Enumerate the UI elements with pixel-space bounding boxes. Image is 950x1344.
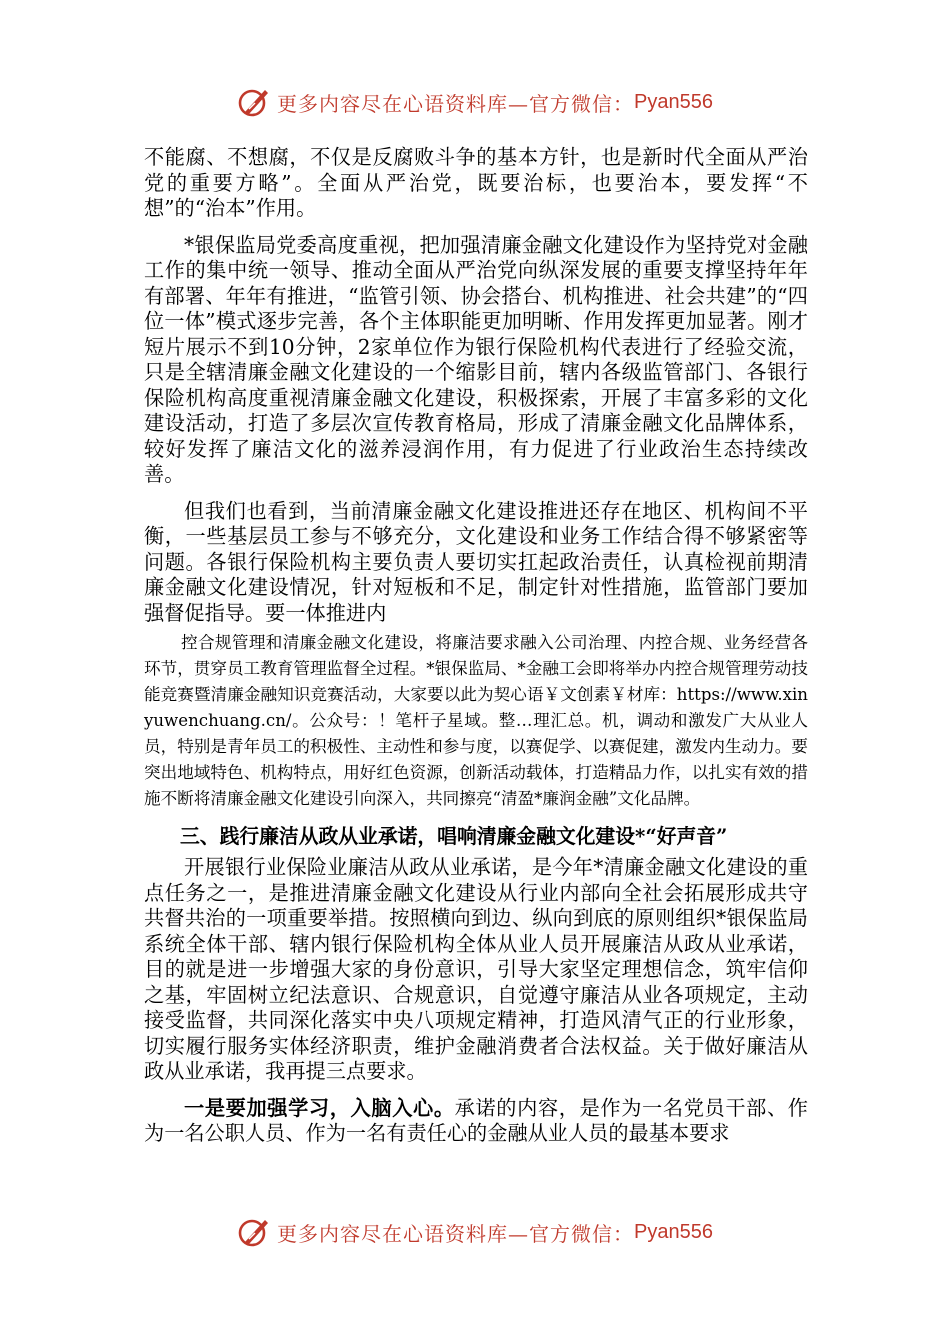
quill-pen-logo — [237, 85, 271, 119]
paragraph-4: 控合规管理和清廉金融文化建设，将廉洁要求融入公司治理、内控合规、业务经营各环节，贯穿员工教育管理监督全过程。*银保监局、*金融工会即将举办内控合规管理劳动技能竞赛暨清廉金融知识竞赛活动，大家要以此为契心语￥文创素￥材库：https://www.xinyuwenchuang.cn/。公众号：！笔杆子星域。整…理汇总。机，调动和激发广大从业人员，特别是青年员工的积极性、主动性和参与度，以赛促学、以赛促建，激发内生动力。要突出地域特色、机构特点，用好红色资源，创新活动载体，打造精品力作，以扎实有效的措施不断将清廉金融文化建设引向深入，共同擦亮“清盈*廉润金融”文化品牌。 — [144, 633, 808, 808]
paragraph-1: 不能腐、不想腐，不仅是反腐败斗争的基本方针，也是新时代全面从严治党的重要方略”。全面从严治党，既要治标，也要治本，要发挥“不想”的“治本”作用。 — [144, 145, 808, 220]
paragraph-5: 开展银行业保险业廉洁从政从业承诺，是今年*清廉金融文化建设的重点任务之一，是推进清廉金融文化建设从行业内部向全社会拓展形成共守共督共治的一项重要举措。按照横向到边、纵向到底的原则组织*银保监局系统全体干部、辖内银行保险机构全体从业人员开展廉洁从政从业承诺，目的就是进一步增强大家的身份意识，引导大家坚定理想信念，筑牢信仰之基，牢固树立纪法意识、合规意识，自觉遵守廉洁从业各项规定，主动接受监督，共同深化落实中央八项规定精神，打造风清气正的行业形象，切实履行服务实体经济职责，维护金融消费者合法权益。关于做好廉洁从政从业承诺，我再提三点要求。 — [144, 855, 808, 1083]
watermark-text: 更多内容尽在心语资料库—官方微信： — [277, 1221, 635, 1246]
paragraph-6-lead: 一是要加强学习，入脑入心。 — [184, 1095, 455, 1120]
document-body — [144, 145, 808, 1147]
section-heading-3: 三、践行廉洁从政从业承诺，唱响清廉金融文化建设*“好声音” — [180, 824, 728, 848]
quill-pen-logo — [237, 1215, 271, 1249]
header-watermark — [0, 80, 950, 124]
paragraph-6 — [144, 1096, 808, 1147]
footer-watermark — [0, 1210, 950, 1254]
paragraph-6-text: 承诺的内容，是作为一名党员干部、作为一名公职人员、作为一名有责任心的金融从业人员的最基本要求 — [144, 1095, 808, 1145]
paragraph-2: *银保监局党委高度重视，把加强清廉金融文化建设作为坚持党对金融工作的集中统一领导、推动全面从严治党向纵深发展的重要支撑坚持年年有部署、年年有推进，“监管引领、协会搭台、机构推进、社会共建”的“四位一体”模式逐步完善，各个主体职能更加明晰、作用发挥更加显著。刚才短片展示不到10分钟，2家单位作为银行保险机构代表进行了经验交流，只是全辖清廉金融文化建设的一个缩影目前，辖内各级监管部门、各银行保险机构高度重视清廉金融文化建设，积极探索，开展了丰富多彩的文化建设活动，打造了多层次宣传教育格局，形成了清廉金融文化品牌体系，较好发挥了廉洁文化的滋养浸润作用，有力促进了行业政治生态持续改善。 — [144, 232, 808, 486]
watermark-wechat-id: Pyan556 — [634, 90, 713, 113]
paragraph-3: 但我们也看到，当前清廉金融文化建设推进还存在地区、机构间不平衡，一些基层员工参与不够充分，文化建设和业务工作结合得不够紧密等问题。各银行保险机构主要负责人要切实扛起政治责任，认真检视前期清廉金融文化建设情况，针对短板和不足，制定针对性措施，监管部门要加强督促指导。要一体推进内 — [144, 498, 808, 625]
watermark-wechat-id: Pyan556 — [634, 1220, 713, 1243]
watermark-text: 更多内容尽在心语资料库—官方微信： — [277, 91, 635, 116]
